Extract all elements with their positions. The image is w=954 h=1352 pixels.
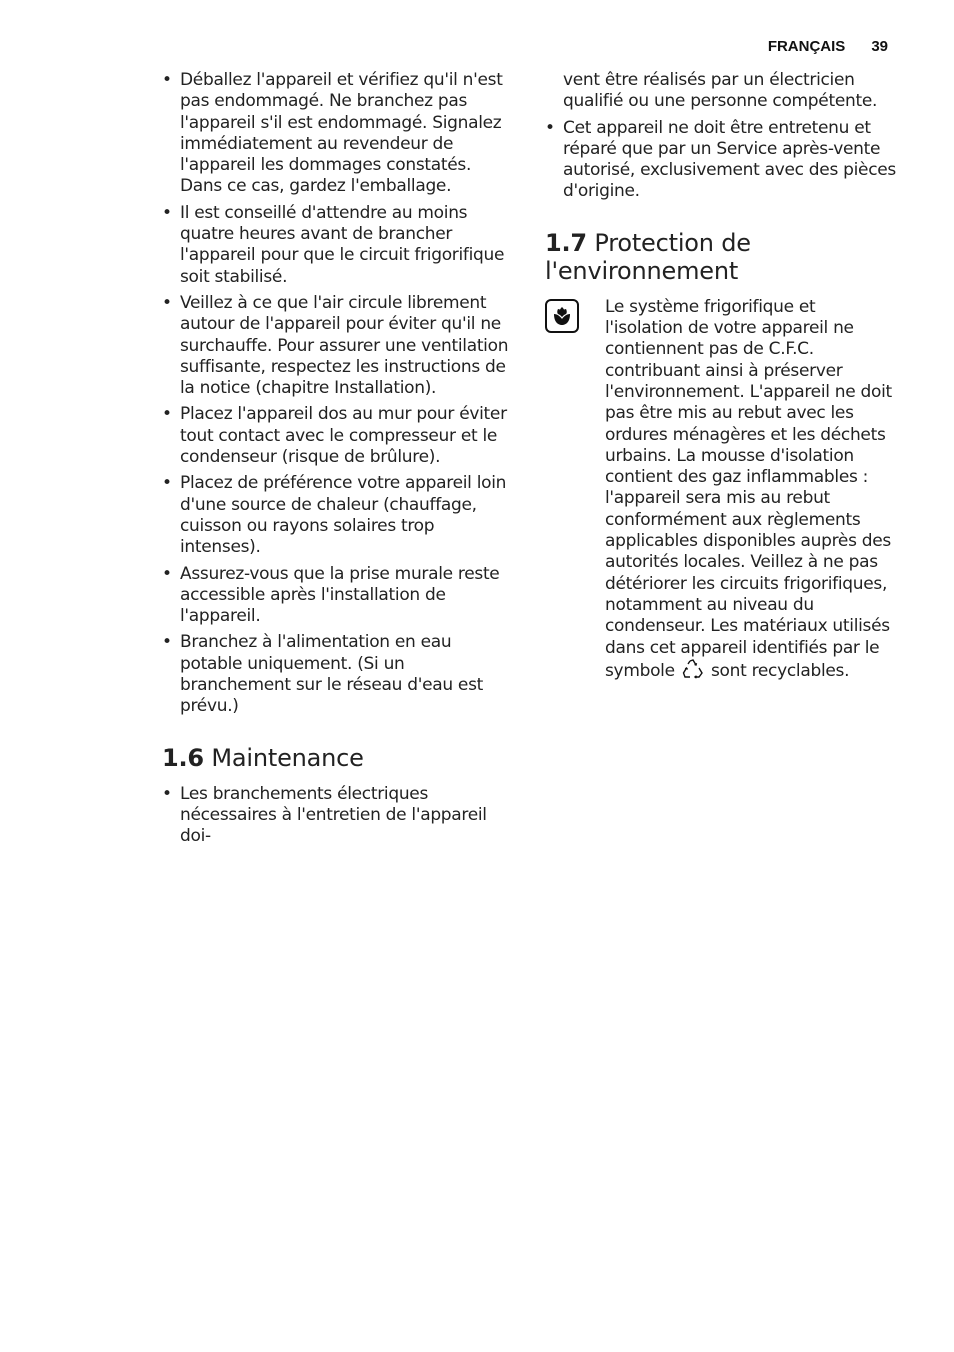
list-item: • Il est conseillé d'attendre au moins quatre heures avant de brancher l'appareil pour que le circuit frigorifique soit stabilisé. [162, 203, 514, 288]
environment-paragraph [605, 297, 895, 685]
list-item: • Cet appareil ne doit être entretenu et réparé que par un Service après-vente autorisé, exclusivement avec des pièces d'origine. [545, 118, 897, 203]
maintenance-list-continued [545, 118, 897, 203]
section-number: 1.7 [545, 228, 587, 257]
environment-block [545, 297, 897, 685]
list-item: • Déballez l'appareil et vérifiez qu'il n'est pas endommagé. Ne branchez pas l'appareil s'il est endommagé. Signalez immédiatement au revendeur de l'appareil les dommages constatés. Dans ce cas, gardez l'emballage. [162, 70, 514, 198]
maintenance-list [162, 784, 514, 848]
environment-text: Le système frigorifique et l'isolation de votre appareil ne contiennent pas de C.F.C. contribuant ainsi à préserver l'environnement. L'appareil ne doit pas être mis au rebut avec les ordures ménagères et les déchets urbains. La mousse d'isolation contient des gaz inflammables : l'appareil sera mis au rebut conformément aux règlements applicables disponibles auprès des autorités locales. Veillez à ne pas détériorer les circuits frigorifiques, notamment au niveau du condenseur. Les matériaux utilisés dans cet appareil identifiés par le symbole [605, 296, 892, 681]
list-item: • Veillez à ce que l'air circule librement autour de l'appareil pour éviter qu'il ne surchauffe. Pour assurer une ventilation suffisante, respectez les instructions de la notice (chapitre Installation). [162, 293, 514, 399]
page-number: 39 [871, 38, 888, 55]
environment-text-end: sont recyclables. [710, 660, 850, 681]
section-number: 1.6 [162, 743, 204, 772]
language-label: FRANÇAIS [767, 38, 846, 55]
installation-list [162, 70, 514, 718]
page-header [768, 38, 888, 55]
section-heading-maintenance [162, 744, 514, 772]
environment-icon [545, 299, 579, 333]
list-item: • Placez l'appareil dos au mur pour éviter tout contact avec le compresseur et le condenseur (risque de brûlure). [162, 404, 514, 468]
list-item: • Placez de préférence votre appareil loin d'une source de chaleur (chauffage, cuisson ou rayons solaires trop intenses). [162, 473, 514, 558]
recycle-icon [682, 659, 704, 685]
continuation-text: vent être réalisés par un électricien qualifié ou une personne compétente. [563, 70, 878, 112]
list-item: • Les branchements électriques nécessaires à l'entretien de l'appareil doi- [162, 784, 514, 848]
left-column [162, 70, 514, 853]
section-title: Maintenance [211, 743, 364, 772]
list-item: • Assurez-vous que la prise murale reste accessible après l'installation de l'appareil. [162, 564, 514, 628]
right-column [545, 70, 897, 685]
list-item: • Branchez à l'alimentation en eau potable uniquement. (Si un branchement sur le réseau d'eau est prévu.) [162, 632, 514, 717]
section-title: Protection de l'environnement [545, 228, 751, 285]
section-heading-environment [545, 229, 897, 285]
